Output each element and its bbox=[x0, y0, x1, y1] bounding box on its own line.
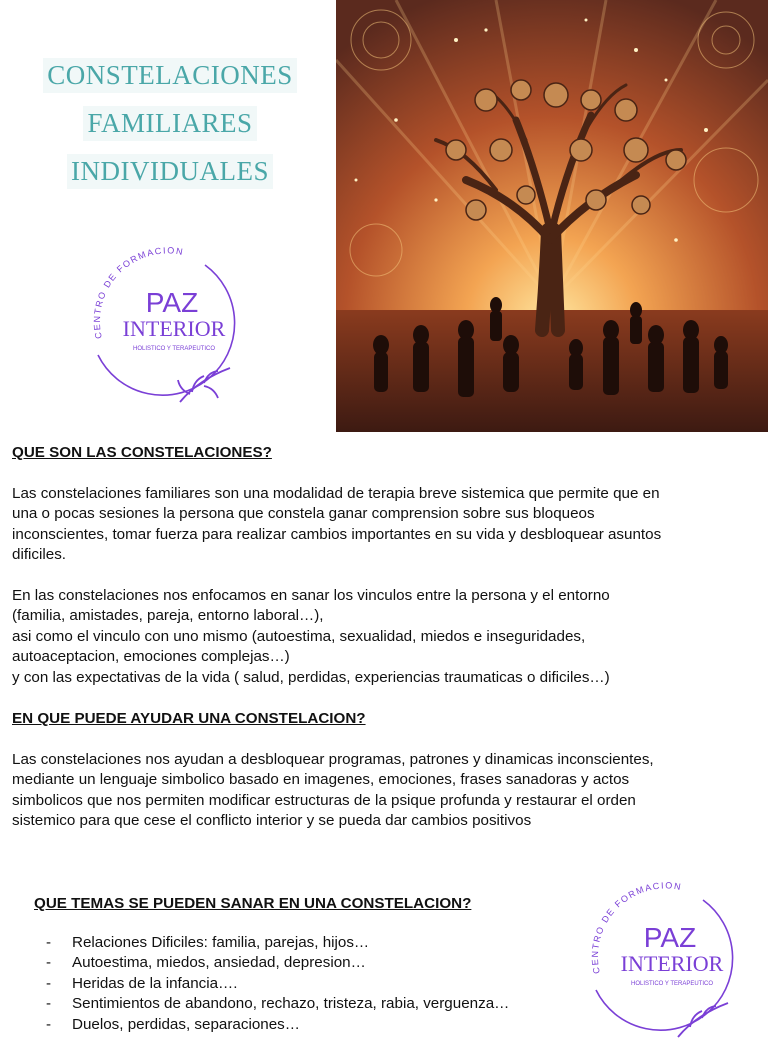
bullet-dash: - bbox=[46, 1015, 52, 1033]
logo-name-line2: INTERIOR bbox=[620, 951, 724, 976]
list-item bbox=[46, 994, 509, 1014]
paragraph-benefits bbox=[12, 750, 757, 832]
text-line: asi como el vinculo con uno mismo (autoestima, sexualidad, miedos e inseguridades, bbox=[12, 627, 586, 645]
text-line: y con las expectativas de la vida ( salud, perdidas, experiencias traumaticas o dificiles…) bbox=[12, 668, 610, 686]
list-item-text: Autoestima, miedos, ansiedad, depresion… bbox=[72, 954, 366, 972]
bullet-dash: - bbox=[46, 934, 52, 951]
title-line-3: INDIVIDUALES bbox=[67, 154, 273, 189]
text-line: una o pocas sesiones la persona que constela ganar comprension sobre sus bloqueos bbox=[12, 505, 595, 523]
bullet-dash: - bbox=[46, 974, 52, 992]
lavender-icon bbox=[178, 368, 230, 402]
logo-name-line2: INTERIOR bbox=[122, 316, 226, 341]
paragraph-definition bbox=[12, 484, 757, 566]
page-title bbox=[20, 58, 320, 202]
paz-interior-logo bbox=[80, 240, 260, 415]
logo-name-line1: PAZ bbox=[145, 287, 199, 318]
topics-list bbox=[46, 933, 509, 1035]
list-item bbox=[46, 1015, 509, 1035]
text-line: (familia, amistades, pareja, entorno laboral…), bbox=[12, 607, 324, 625]
logo-tagline: HOLISTICO Y TERAPEUTICO bbox=[630, 981, 714, 987]
title-line-1: CONSTELACIONES bbox=[43, 58, 297, 93]
list-item bbox=[46, 933, 509, 953]
text-line: simbolicos que nos permiten modificar estructuras de la psique profunda y restaurar el orden bbox=[12, 791, 636, 809]
family-tree-illustration-icon bbox=[336, 0, 768, 432]
bullet-dash: - bbox=[46, 995, 52, 1013]
logo-tagline: HOLISTICO Y TERAPEUTICO bbox=[132, 346, 216, 352]
list-item bbox=[46, 974, 509, 994]
paragraph-focus bbox=[12, 586, 757, 688]
text-line: Las constelaciones familiares son una modalidad de terapia breve sistemica que permite que en bbox=[12, 485, 660, 502]
logo-arc-text: CENTRO DE FORMACION bbox=[91, 245, 185, 340]
text-line: autoaceptacion, emociones complejas…) bbox=[12, 648, 290, 666]
list-item-text: Heridas de la infancia…. bbox=[72, 974, 238, 992]
section-heading-que-son: QUE SON LAS CONSTELACIONES? bbox=[12, 444, 272, 461]
section-heading-en-que-ayuda: EN QUE PUEDE AYUDAR UNA CONSTELACION? bbox=[12, 710, 366, 727]
text-line: Las constelaciones nos ayudan a desbloquear programas, patrones y dinamicas inconscientes, bbox=[12, 751, 654, 768]
list-item-text: Duelos, perdidas, separaciones… bbox=[72, 1015, 300, 1033]
bullet-dash: - bbox=[46, 954, 52, 972]
list-item-text: Relaciones Dificiles: familia, parejas, hijos… bbox=[72, 934, 370, 951]
list-item-text: Sentimientos de abandono, rechazo, tristeza, rabia, verguenza… bbox=[72, 995, 510, 1013]
lavender-icon bbox=[678, 1003, 728, 1037]
logo-name-line1: PAZ bbox=[643, 922, 697, 953]
text-line: En las constelaciones nos enfocamos en sanar los vinculos entre la persona y el entorno bbox=[12, 587, 610, 604]
logo-arc-text: CENTRO DE FORMACION bbox=[589, 880, 683, 975]
text-line: sistemico para que cese el conflicto interior y se pueda dar cambios positivos bbox=[12, 812, 532, 830]
text-line: mediante un lenguaje simbolico basado en imagenes, emociones, frases sanadoras y actos bbox=[12, 771, 630, 789]
text-line: dificiles. bbox=[12, 546, 67, 564]
text-line: inconscientes, tomar fuerza para realizar cambios importantes en su vida y desbloquear asuntos bbox=[12, 525, 662, 543]
list-item bbox=[46, 953, 509, 973]
title-line-2: FAMILIARES bbox=[83, 106, 256, 141]
section-heading-temas: QUE TEMAS SE PUEDEN SANAR EN UNA CONSTELACION? bbox=[34, 895, 472, 912]
